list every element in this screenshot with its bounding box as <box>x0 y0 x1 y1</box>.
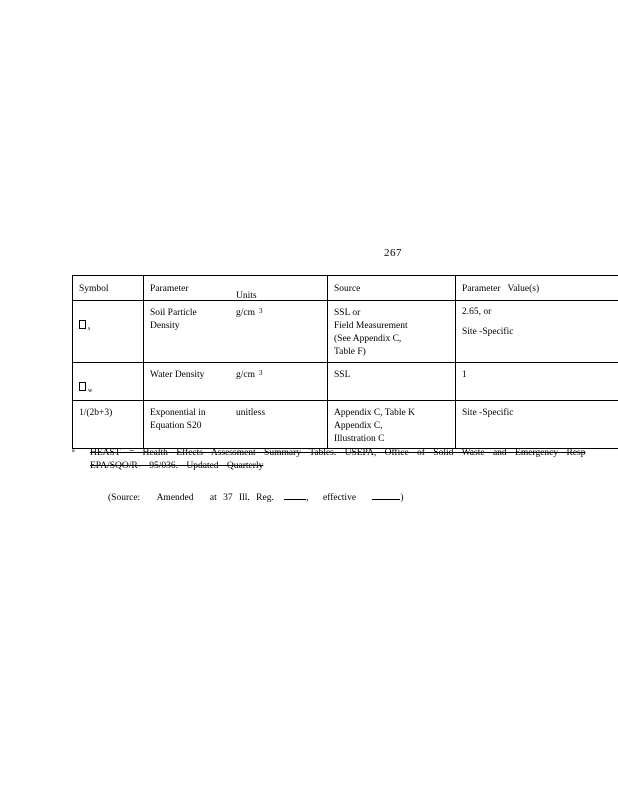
parameter-units-cell <box>144 301 328 363</box>
value-text: 1 <box>462 370 467 380</box>
effective-blank <box>372 490 400 500</box>
value-cell <box>456 363 618 401</box>
table-header-row <box>73 276 618 301</box>
header-parameter-units-cell <box>144 276 328 301</box>
parameter-text: Exponential in Equation S20 <box>150 408 206 431</box>
header-value-cell <box>456 276 618 301</box>
header-symbol-cell <box>73 276 144 301</box>
header-source-cell <box>328 276 456 301</box>
source-close: ) <box>400 493 404 503</box>
source-text: SSL <box>334 370 351 380</box>
table-row <box>73 363 618 401</box>
symbol-text: 1/(2b+3) <box>79 408 113 418</box>
source-open: (Source: <box>108 493 141 503</box>
register-blank <box>284 490 306 500</box>
table-row <box>73 301 618 363</box>
parameter-table <box>72 275 618 449</box>
unrendered-greek-glyph-icon <box>79 320 86 329</box>
value-text: 2.65, or Site -Specific <box>462 307 514 337</box>
header-units: Units <box>236 291 257 301</box>
source-cell <box>328 301 456 363</box>
unrendered-greek-glyph-icon <box>79 382 86 391</box>
source-cell <box>328 363 456 401</box>
parameter-text: Soil Particle Density <box>150 308 197 331</box>
table-row <box>73 401 618 449</box>
header-symbol: Symbol <box>79 284 109 294</box>
source-cell <box>328 401 456 449</box>
source-register: at 37 Ill. Reg. <box>209 493 274 503</box>
units-text: g/cm $^3$ <box>236 307 263 318</box>
source-amended: Amended <box>156 493 194 503</box>
header-parameter: Parameter <box>150 284 189 294</box>
symbol-cell <box>73 401 144 449</box>
value-cell <box>456 301 618 363</box>
footnote-line-1: HEAST = Health Effects Assessment Summary Tables. USEPA, Office of Solid Waste and Emergency Resp <box>90 448 586 458</box>
source-text: Appendix C, Table K Appendix C, Illustration C <box>334 408 415 444</box>
source-note <box>108 490 404 503</box>
symbol-cell <box>73 363 144 401</box>
parameter-units-cell <box>144 363 328 401</box>
footnote-marker: a <box>72 448 75 454</box>
units-text: unitless <box>236 408 266 418</box>
page-number: 267 <box>384 247 402 259</box>
symbol-subscript: w <box>88 388 93 394</box>
source-effective: effective <box>322 493 357 503</box>
footnote-line-2: EPA/SQO/R- 95/036. Updated Quarterly <box>90 461 264 471</box>
value-text: Site -Specific <box>462 408 514 418</box>
footnote <box>72 447 618 477</box>
header-source: Source <box>334 284 361 294</box>
symbol-cell <box>73 301 144 363</box>
units-text: g/cm $^3$ <box>236 369 263 380</box>
symbol-subscript: s <box>88 326 91 332</box>
parameter-units-cell <box>144 401 328 449</box>
value-cell <box>456 401 618 449</box>
source-text: SSL or Field Measurement (See Appendix C, Table F) <box>334 308 408 357</box>
header-value: Parameter Value(s) <box>462 284 540 294</box>
parameter-text: Water Density <box>150 370 205 380</box>
source-comma: , <box>306 493 309 503</box>
